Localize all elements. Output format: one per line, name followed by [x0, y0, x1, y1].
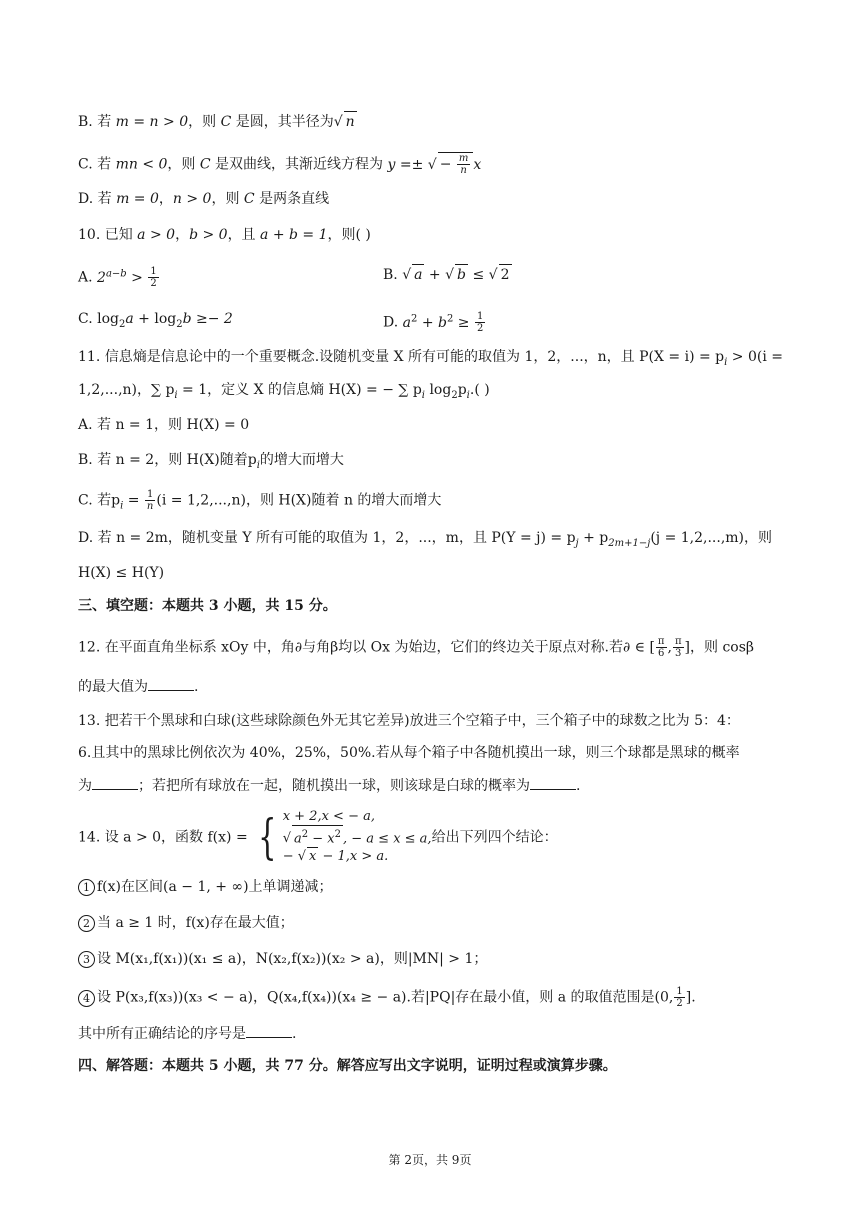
answer-blank[interactable] [92, 777, 138, 790]
circled-number: 2 [78, 915, 95, 932]
text: 14. 设 a > 0，函数 f(x) = [78, 829, 253, 846]
q14-stem [78, 808, 558, 865]
text: 11. 信息熵是信息论中的一个重要概念.设随机变量 X 所有可能的取值为 1，2，...，n，且 P(X = i) = p [78, 349, 725, 365]
circled-number: 4 [78, 990, 95, 1007]
q10-option-c: C. $\log_2a + \log_2b \ge- 2$ [78, 311, 233, 330]
section-4-heading: 四、解答题：本题共 5 小题，共 77 分。解答应写出文字说明，证明过程或演算步骤。 [78, 1058, 617, 1074]
text: B. 若 n = 2，则 H(X)随着p [78, 452, 257, 468]
q11-stem-line2 [78, 380, 490, 406]
q10-option-d: D. $a^2 + b^2$ ≥ $\frac{1}{2}$ [383, 311, 484, 335]
text: p [457, 382, 467, 398]
left-brace: { [258, 808, 277, 865]
text: D. 若 n = 2m，随机变量 Y 所有可能的取值为 1，2，...，m，且 P(Y = j) = p [78, 530, 576, 546]
text: f(x)在区间(a − 1, + ∞)上单调递减； [97, 879, 333, 895]
text: . [292, 1026, 297, 1042]
text: C. 若p [78, 492, 121, 509]
q14-conclusion-3 [78, 949, 487, 969]
q11-option-b [78, 450, 344, 476]
text: 为 [78, 778, 92, 794]
math: mn < 0 [115, 156, 168, 173]
text: ；若把所有球放在一起，随机摸出一球，则该球是白球的概率为 [138, 778, 530, 794]
math: m = n > 0 [115, 114, 189, 130]
answer-blank[interactable] [246, 1025, 292, 1038]
q13-line3 [78, 776, 580, 796]
math-C: C [243, 191, 255, 207]
fraction-1-2: $\frac{1}{2}$ [676, 986, 683, 1009]
text: 是双曲线，其渐近线方程为 [210, 156, 388, 173]
q11-stem-line1 [78, 347, 783, 373]
text: > 0(i = [727, 349, 783, 365]
q9-option-d [78, 189, 329, 209]
q14-conclusion-4 [78, 986, 696, 1009]
text: ， [158, 191, 173, 207]
text: ，则( ) [327, 227, 371, 243]
text: ]. [685, 989, 696, 1006]
q10-options-row2 [78, 309, 793, 335]
text: ，则 [188, 114, 221, 130]
text: 其中所有正确结论的序号是 [78, 1026, 246, 1042]
q11-option-d-line2: H(X) ≤ H(Y) [78, 565, 165, 581]
fraction-pi-3: $\frac{\pi}{3}$ [674, 636, 682, 659]
text: B. 若 [78, 114, 116, 130]
text: ，则 [211, 191, 244, 207]
math: a > 0 [137, 227, 176, 243]
text: 设 M(x₁,f(x₁))(x₁ ≤ a)，N(x₂,f(x₂))(x₂ > a)，则|MN| > 1； [97, 951, 488, 967]
text: . [576, 778, 581, 794]
q10-option-b: B. √ a + √ b ≤ √ 2 [383, 264, 512, 285]
subscript: i [174, 389, 178, 401]
sqrt-symbol [334, 114, 343, 130]
q9-option-b [78, 111, 357, 132]
asymptote-eq: y =± √ − $\frac{m}{n}$ x [388, 157, 482, 173]
answer-blank[interactable] [530, 777, 576, 790]
math: a + b = 1 [260, 227, 328, 243]
math: m = 0 [116, 191, 159, 207]
text: ，且 [227, 227, 261, 243]
circled-number: 1 [78, 879, 95, 896]
fraction-1-over-n: $\frac{1}{n}$ [146, 489, 154, 512]
text: 当 a ≥ 1 时，f(x)存在最大值； [97, 915, 294, 931]
text: ， [175, 227, 190, 243]
q13-line2: 6.且其中的黑球比例依次为 40%，25%，50%.若从每个箱子中各随机摸出一球，则三个球都是黑球的概率 [78, 745, 740, 761]
q14-conclusion-2 [78, 913, 294, 933]
text: 的增大而增大 [259, 452, 344, 468]
q11-option-d-line1 [78, 528, 772, 554]
circled-number: 3 [78, 951, 95, 968]
sqrt-n: n [344, 111, 357, 132]
subscript: i [120, 500, 124, 512]
fraction-pi-6: $\frac{\pi}{6}$ [657, 636, 665, 659]
q14-conclusion-1 [78, 877, 333, 897]
piecewise-cases: x + 2,x < − a, √ $a^2 - x^2$ , − a ≤ x ≤ a, − √ x − 1,x > a. [283, 808, 432, 865]
text: C. 若 [78, 156, 116, 173]
q10-stem [78, 225, 371, 245]
answer-blank[interactable] [148, 678, 194, 691]
text: . [194, 679, 199, 695]
subscript: i [724, 356, 728, 368]
q11-option-a: A. 若 n = 1，则 H(X) = 0 [78, 417, 250, 433]
q12-line1: 12. 在平面直角坐标系 xOy 中，角∂与角β均以 Ox 为始边，它们的终边关于原点对称.若∂ ∈ [ $\frac{\pi}{6}$ , $\frac{\pi}{3}$ ]，则 cosβ [78, 636, 754, 659]
text: 1,2,...,n)，∑ p [78, 382, 175, 398]
text: log [425, 382, 452, 398]
q11-option-c [78, 489, 441, 516]
text: 是两条直线 [254, 191, 330, 207]
text: 是圆，其半径为 [231, 114, 334, 130]
math: C [220, 114, 232, 130]
text: ，则 [167, 156, 200, 173]
text: ]，则 cosβ [684, 639, 754, 656]
q13-line1: 13. 把若干个黑球和白球(这些球除颜色外无其它差异)放进三个空箱子中，三个箱子中的球数之比为 5：4： [78, 713, 740, 729]
text: = 1，定义 X 的信息熵 H(X) = − ∑ p [177, 382, 422, 398]
subscript: 2 [451, 389, 458, 401]
subscript: j [575, 537, 579, 549]
q10-options-row1 [78, 264, 793, 289]
text: (i = 1,2,...,n)，则 H(X)随着 n 的增大而增大 [156, 492, 442, 509]
math-C: C [199, 156, 211, 173]
q12-line2 [78, 677, 198, 697]
subscript: i [421, 389, 425, 401]
subscript: i [466, 389, 470, 401]
text: 给出下列四个结论： [431, 829, 558, 846]
text: + p [578, 530, 609, 546]
text: = [123, 492, 144, 509]
q9-option-c [78, 152, 481, 176]
section-3-heading: 三、填空题：本题共 3 小题，共 15 分。 [78, 598, 337, 614]
text: 12. 在平面直角坐标系 xOy 中，角∂与角β均以 Ox 为始边，它们的终边关于原点对称.若∂ ∈ [ [78, 639, 655, 656]
subscript: 2m+1−j [608, 537, 651, 549]
text: 设 P(x₃,f(x₃))(x₃ < − a)，Q(x₄,f(x₄))(x₄ ≥ − a).若|PQ|存在最小值，则 a 的取值范围是(0, [97, 989, 674, 1006]
q14-tail [78, 1024, 296, 1044]
text: .( ) [469, 382, 490, 398]
document-page [78, 0, 793, 1216]
math: b > 0 [189, 227, 228, 243]
q10-option-a: A. $2^{a-b}$ > $\frac{1}{2}$ [78, 266, 157, 290]
text: 的最大值为 [78, 679, 148, 695]
subscript: i [256, 459, 260, 471]
text: (j = 1,2,...,m)，则 [650, 530, 773, 546]
text: 10. 已知 [78, 227, 138, 243]
page-footer: 第 2页，共 9页 [388, 1153, 472, 1167]
math: n > 0 [172, 191, 212, 207]
text: D. 若 [78, 191, 117, 207]
